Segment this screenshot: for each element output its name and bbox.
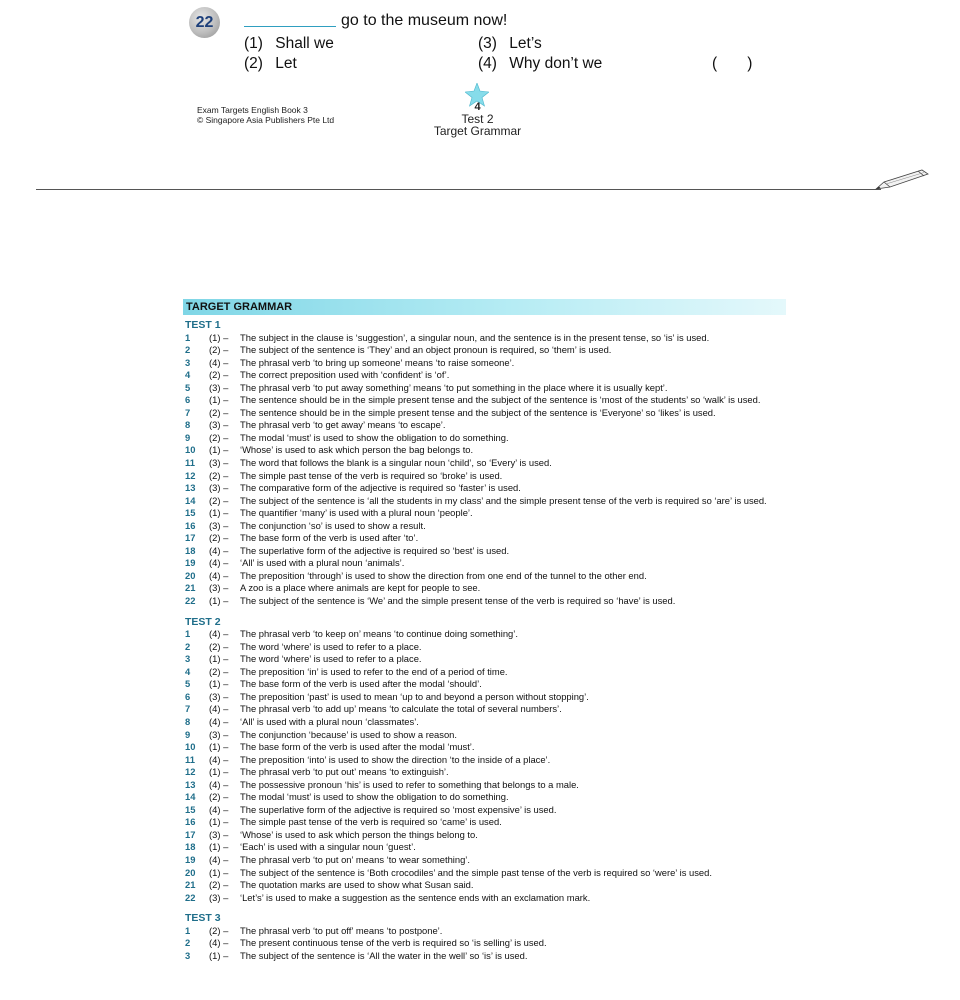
page-number: 4: [474, 101, 481, 113]
answer-choice: (1) –: [209, 841, 229, 853]
question-number: 2: [185, 640, 191, 652]
answer-explanation: The modal ‘must’ is used to show the obligation to do something.: [240, 791, 509, 803]
question-number: 6: [185, 690, 191, 702]
question-number-badge: [189, 7, 220, 38]
answer-explanation: The phrasal verb ‘to get away’ means ‘to escape’.: [240, 419, 446, 431]
answer-blank-line: [244, 26, 336, 27]
answer-row: [185, 716, 788, 729]
answer-choice: (4) –: [209, 753, 229, 765]
answer-explanation: The modal ‘must’ is used to show the obligation to do something.: [240, 431, 509, 443]
answer-row: [185, 937, 788, 950]
answer-explanation: ‘Whose’ is used to ask which person the things belong to.: [240, 828, 478, 840]
answer-row: [185, 741, 788, 754]
footer-center: [420, 101, 535, 137]
answer-choice: (3) –: [209, 582, 229, 594]
question-number: 7: [185, 703, 191, 715]
answer-explanation: The phrasal verb ‘to keep on’ means ‘to continue doing something’.: [240, 628, 518, 640]
answer-explanation: The subject of the sentence is ‘We’ and the simple present tense of the verb is required so ‘have’ is used.: [240, 595, 676, 607]
answer-choice: (4) –: [209, 703, 229, 715]
answer-explanation: The subject of the sentence is ‘all the students in my class’ and the simple present tense of the verb is required so ‘are’ is used.: [240, 494, 767, 506]
answer-explanation: ‘Each’ is used with a singular noun ‘guest’.: [240, 841, 416, 853]
answer-row: [185, 532, 788, 545]
answer-row: [185, 507, 788, 520]
answer-row: [185, 879, 788, 892]
question-number: 17: [185, 532, 196, 544]
answer-explanation: The superlative form of the adjective is required so ‘best’ is used.: [240, 544, 510, 556]
answer-explanation: The phrasal verb ‘to add up’ means ‘to calculate the total of several numbers’.: [240, 703, 562, 715]
answer-explanation: The phrasal verb ‘to put off’ means ‘to postpone’.: [240, 924, 443, 936]
answer-choice: (2) –: [209, 494, 229, 506]
answer-explanation: The phrasal verb ‘to put away something’ means ‘to put something in the place where it is usually kept’.: [240, 381, 668, 393]
question-number: 15: [185, 507, 196, 519]
question-number: 2: [185, 344, 191, 356]
answer-row: [185, 444, 788, 457]
test-heading: TEST 3: [185, 912, 221, 925]
question-number: 3: [185, 356, 191, 368]
answer-row: [185, 582, 788, 595]
answer-row: [185, 691, 788, 704]
answer-explanation: ‘Whose’ is used to ask which person the bag belongs to.: [240, 444, 474, 456]
option-label: Let’s: [509, 35, 542, 52]
answer-choice: (2) –: [209, 665, 229, 677]
answer-row: [185, 369, 788, 382]
answer-choice: (2) –: [209, 532, 229, 544]
answer-explanation: The subject in the clause is ‘suggestion’, a singular noun, and the sentence is in the present tense, so ‘is’ is used.: [240, 331, 710, 343]
question-number: 5: [185, 381, 191, 393]
answer-row: [185, 419, 788, 432]
option-label: Shall we: [275, 35, 334, 52]
answer-row: [185, 779, 788, 792]
answer-choice: (2) –: [209, 791, 229, 803]
answer-explanation: The correct preposition used with ‘confident’ is ‘of’.: [240, 369, 450, 381]
question-number: 11: [185, 753, 195, 765]
answer-row: [185, 766, 788, 779]
question-number: 9: [185, 728, 191, 740]
answer-row: [185, 925, 788, 938]
answer-explanation: The simple past tense of the verb is required so ‘came’ is used.: [240, 816, 502, 828]
answer-explanation: The word that follows the blank is a singular noun ‘child’, so ‘Every’ is used.: [240, 457, 552, 469]
answer-row: [185, 344, 788, 357]
question-number: 5: [185, 678, 191, 690]
question-number: 18: [185, 841, 196, 853]
answer-row: [185, 470, 788, 483]
question-number: 8: [185, 715, 191, 727]
answer-choice: (2) –: [209, 406, 229, 418]
answer-row: [185, 332, 788, 345]
question-number: 22: [185, 595, 196, 607]
answer-choice: (1) –: [209, 866, 229, 878]
question-number: 1: [185, 628, 191, 640]
answer-choice: (4) –: [209, 569, 229, 581]
answer-choice: (1) –: [209, 949, 229, 961]
answer-choice: (4) –: [209, 557, 229, 569]
answer-choice: (1) –: [209, 595, 229, 607]
answer-choice: (3) –: [209, 381, 229, 393]
option-4: [478, 55, 602, 73]
answer-explanation: The present continuous tense of the verb is required so ‘is selling’ is used.: [240, 937, 547, 949]
answer-choice: (2) –: [209, 344, 229, 356]
option-number: (2): [244, 55, 263, 72]
question-number: 1: [185, 331, 191, 343]
answer-explanation: The possessive pronoun ‘his’ is used to refer to something that belongs to a male.: [240, 778, 579, 790]
question-number: 8: [185, 419, 191, 431]
answer-choice: (4) –: [209, 628, 229, 640]
answer-choice: (3) –: [209, 690, 229, 702]
answer-row: [185, 595, 788, 608]
book-title: Exam Targets English Book 3: [197, 105, 308, 115]
answer-choice: (1) –: [209, 394, 229, 406]
answer-choice: (2) –: [209, 369, 229, 381]
answer-choice: (2) –: [209, 431, 229, 443]
question-number: 18: [185, 544, 196, 556]
option-label: Let: [275, 55, 297, 72]
answer-explanation: The subject of the sentence is ‘Both crocodiles’ and the simple past tense of the verb is required so ‘were’ is used.: [240, 866, 712, 878]
answer-choice: (4) –: [209, 778, 229, 790]
answer-explanation: The quantifier ‘many’ is used with a plural noun ‘people’.: [240, 507, 473, 519]
page-divider: [36, 189, 881, 190]
question-number: 19: [185, 853, 196, 865]
question-number: 10: [185, 741, 196, 753]
answer-row: [185, 394, 788, 407]
answer-row: [185, 854, 788, 867]
option-number: (4): [478, 55, 497, 72]
answer-row: [185, 628, 788, 641]
topic-label: Target Grammar: [433, 124, 522, 138]
answer-explanation: The word ‘where’ is used to refer to a place.: [240, 653, 422, 665]
question-number: 21: [185, 879, 196, 891]
answer-explanation: The phrasal verb ‘to put on’ means ‘to wear something’.: [240, 853, 470, 865]
pencil-icon: [874, 168, 930, 190]
answer-explanation: A zoo is a place where animals are kept for people to see.: [240, 582, 481, 594]
answer-choice: (1) –: [209, 816, 229, 828]
question-number: 1: [185, 924, 191, 936]
previous-options-fragment: [230, 0, 770, 2]
answer-explanation: ‘All’ is used with a plural noun ‘animals’.: [240, 557, 405, 569]
answer-key: [185, 319, 788, 962]
question-number: 10: [185, 444, 196, 456]
option-1: [244, 35, 334, 53]
answer-row: [185, 457, 788, 470]
option-number: (1): [244, 35, 263, 52]
answer-explanation: The preposition ‘through’ is used to show the direction from one end of the tunnel to the other end.: [240, 569, 647, 581]
question-number: 14: [185, 791, 196, 803]
answer-explanation: The phrasal verb ‘to put out’ means ‘to extinguish’.: [240, 766, 449, 778]
answer-choice: (3) –: [209, 728, 229, 740]
answer-explanation: The preposition ‘past’ is used to mean ‘up to and beyond a person without stopping’.: [240, 690, 589, 702]
question-number: 3: [185, 949, 191, 961]
answer-explanation: The conjunction ‘because’ is used to show a reason.: [240, 728, 457, 740]
answer-row: [185, 791, 788, 804]
answer-explanation: The word ‘where’ is used to refer to a place.: [240, 640, 422, 652]
answer-choice: (1) –: [209, 741, 229, 753]
question-number: 11: [185, 457, 195, 469]
answer-row: [185, 666, 788, 679]
question-number: 16: [185, 519, 196, 531]
answer-choice: (1) –: [209, 653, 229, 665]
test-heading: TEST 1: [185, 319, 221, 331]
answer-row: [185, 641, 788, 654]
answer-choice: (1) –: [209, 678, 229, 690]
answer-row: [185, 703, 788, 716]
answer-choice: (2) –: [209, 879, 229, 891]
answer-choice: (3) –: [209, 482, 229, 494]
question-number: 2: [185, 937, 191, 949]
answer-row: [185, 678, 788, 691]
answer-explanation: The subject of the sentence is ‘All the water in the well’ so ‘is’ is used.: [240, 949, 528, 961]
question-number: 12: [185, 766, 196, 778]
test-label: Test 2: [461, 112, 494, 126]
answer-row: [185, 829, 788, 842]
answer-explanation: The subject of the sentence is ‘They’ and an object pronoun is required, so ‘them’ is used.: [240, 344, 612, 356]
answer-explanation: The sentence should be in the simple present tense and the subject of the sentence is ‘Everyone’ so ‘likes’ is used.: [240, 406, 716, 418]
answer-row: [185, 432, 788, 445]
footer-publisher: [197, 105, 334, 125]
answer-explanation: The base form of the verb is used after the modal ‘should’.: [240, 678, 482, 690]
answer-row: [185, 950, 788, 963]
question-number: 22: [185, 891, 196, 903]
question-number: 4: [185, 369, 191, 381]
question-number: 3: [185, 653, 191, 665]
answer-choice: (1) –: [209, 331, 229, 343]
copyright: © Singapore Asia Publishers Pte Ltd: [197, 115, 335, 125]
question-number: 7: [185, 406, 191, 418]
answer-bracket: ( ): [712, 55, 753, 72]
question-number: 20: [185, 866, 196, 878]
option-number: (3): [478, 35, 497, 52]
question-number: 9: [185, 431, 191, 443]
answer-row: [185, 841, 788, 854]
answer-row: [185, 653, 788, 666]
answer-row: [185, 495, 788, 508]
answer-choice: (4) –: [209, 356, 229, 368]
option-3: [478, 35, 542, 53]
answer-explanation: The conjunction ‘so’ is used to show a result.: [240, 519, 426, 531]
answer-explanation: The simple past tense of the verb is required so ‘broke’ is used.: [240, 469, 503, 481]
option-label: Why don’t we: [509, 55, 603, 72]
answer-choice: (3) –: [209, 457, 229, 469]
option-2: [244, 55, 297, 73]
answer-choice: (4) –: [209, 544, 229, 556]
answer-choice: (3) –: [209, 828, 229, 840]
answer-row: [185, 482, 788, 495]
answer-explanation: The preposition ‘into’ is used to show the direction ‘to the inside of a place’.: [240, 753, 551, 765]
answer-explanation: ‘All’ is used with a plural noun ‘classmates’.: [240, 715, 419, 727]
answer-choice: (3) –: [209, 419, 229, 431]
answer-choice: (4) –: [209, 715, 229, 727]
answer-explanation: ‘Let’s’ is used to make a suggestion as the sentence ends with an exclamation mark.: [240, 891, 591, 903]
answer-row: [185, 570, 788, 583]
question-number: 14: [185, 494, 196, 506]
answer-choice: (1) –: [209, 444, 229, 456]
answer-row: [185, 357, 788, 370]
question-number: 4: [185, 665, 191, 677]
answer-choice: (1) –: [209, 507, 229, 519]
question-number: 16: [185, 816, 196, 828]
answer-choice: (2) –: [209, 469, 229, 481]
answer-row: [185, 520, 788, 533]
answer-choice: (2) –: [209, 640, 229, 652]
answer-row: [185, 545, 788, 558]
answer-explanation: The base form of the verb is used after the modal ‘must’.: [240, 741, 475, 753]
answer-explanation: The comparative form of the adjective is required so ‘faster’ is used.: [240, 482, 521, 494]
section-gap: [185, 608, 788, 616]
answer-choice: (1) –: [209, 766, 229, 778]
answer-row: [185, 407, 788, 420]
question-number: 20: [185, 569, 196, 581]
test-heading: TEST 2: [185, 615, 221, 628]
question-number: 22: [195, 14, 214, 31]
section-gap: [185, 904, 788, 912]
answer-choice: (2) –: [209, 924, 229, 936]
question-number: 13: [185, 778, 196, 790]
answer-explanation: The sentence should be in the simple present tense and the subject of the sentence is ‘most of the students’ so ‘walk’ is used.: [240, 394, 761, 406]
answer-row: [185, 892, 788, 905]
question-number: 13: [185, 482, 196, 494]
answer-explanation: The base form of the verb is used after ‘to’.: [240, 532, 419, 544]
answer-explanation: The preposition ‘in’ is used to refer to the end of a period of time.: [240, 665, 508, 677]
answer-row: [185, 754, 788, 767]
question-number: 21: [185, 582, 196, 594]
answer-explanation: The quotation marks are used to show what Susan said.: [240, 879, 474, 891]
answer-row: [185, 816, 788, 829]
question-number: 15: [185, 803, 196, 815]
question-number: 12: [185, 469, 196, 481]
answer-choice: (4) –: [209, 853, 229, 865]
answer-choice: (4) –: [209, 937, 229, 949]
answer-row: [185, 867, 788, 880]
answer-row: [185, 729, 788, 742]
answer-choice: (4) –: [209, 803, 229, 815]
question-number: 19: [185, 557, 196, 569]
answer-explanation: The superlative form of the adjective is required so ‘most expensive’ is used.: [240, 803, 557, 815]
answer-row: [185, 382, 788, 395]
answer-choice: (3) –: [209, 519, 229, 531]
question-number: 17: [185, 828, 196, 840]
answer-explanation: The phrasal verb ‘to bring up someone’ means ‘to raise someone’.: [240, 356, 515, 368]
question-number: 6: [185, 394, 191, 406]
answer-row: [185, 804, 788, 817]
answer-row: [185, 557, 788, 570]
question-text: go to the museum now!: [341, 12, 508, 29]
section-heading-bar: TARGET GRAMMAR: [183, 299, 786, 315]
answer-choice: (3) –: [209, 891, 229, 903]
